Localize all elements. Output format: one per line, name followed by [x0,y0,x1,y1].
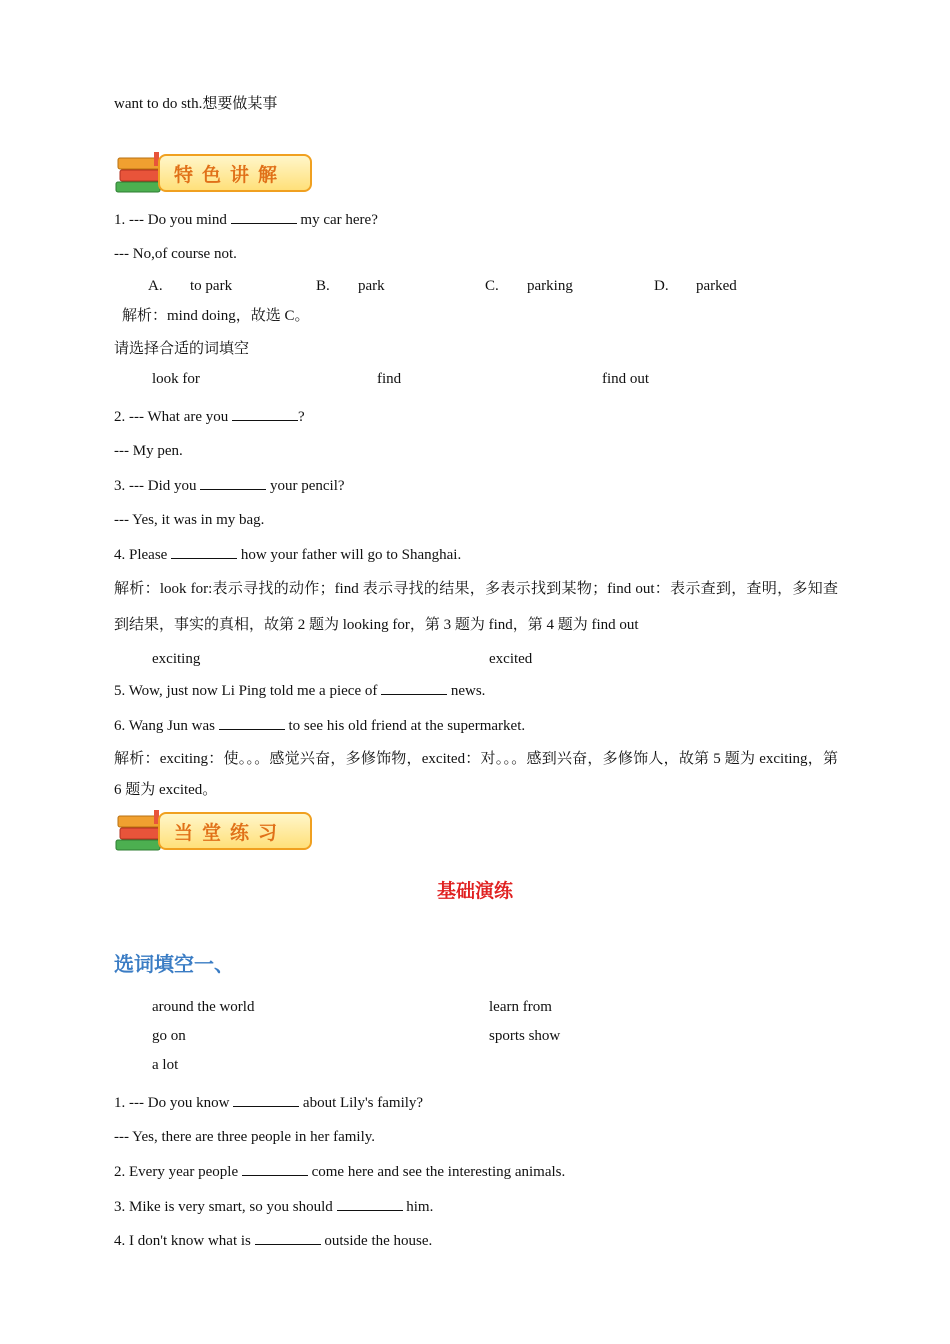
question-4: 4. Please how your father will go to Shanghai. [114,544,461,565]
practice-title: 基础演练 [436,880,513,902]
answer-blank [381,680,447,695]
question-5: 5. Wow, just now Li Ping told me a piece of news. [114,680,485,701]
question-1-reply: --- No,of course not. [114,246,237,262]
word-option: excited [489,651,533,667]
answer-blank [337,1196,403,1211]
group-1-analysis: 解析：look for:表示寻找的动作；find 表示寻找的结果，多表示找到某物；find out：表示查到，查明，多知查到结果，事实的真相，故第 2 题为 looking for，第 3 题为 find，第 4 题为 find out [114,581,838,633]
banner-label: 当堂练习 [174,822,287,844]
option-a-text: to park [190,278,233,294]
word-option: go on [152,1028,186,1044]
banner-label: 特色讲解 [174,164,287,186]
question-2-reply: --- My pen. [114,443,183,459]
practice-question-1: 1. --- Do you know about Lily's family? [114,1092,423,1113]
option-c-text: parking [527,278,573,294]
practice-question-4: 4. I don't know what is outside the house. [114,1230,432,1251]
answer-blank [231,209,297,224]
word-option: exciting [152,651,201,667]
option-d-text: parked [696,278,737,294]
option-d: D. [654,278,669,294]
answer-blank [242,1161,308,1176]
option-b-text: park [358,278,385,294]
option-a: A. [148,278,163,294]
section-heading: 选词填空一、 [114,952,234,976]
word-option: find [377,371,402,387]
banner-feature-explanation [114,148,310,200]
option-c: C. [485,278,499,294]
answer-blank [232,406,298,421]
word-option: find out [602,371,650,387]
word-option: look for [152,371,200,387]
answer-blank [200,475,266,490]
option-b: B. [316,278,330,294]
instruction: 请选择合适的词填空 [114,341,250,357]
practice-question-2: 2. Every year people come here and see the interesting animals. [114,1161,565,1182]
question-6: 6. Wang Jun was to see his old friend at the supermarket. [114,715,525,736]
question-3-reply: --- Yes, it was in my bag. [114,512,265,528]
question-3: 3. --- Did you your pencil? [114,475,345,496]
answer-blank [255,1230,321,1245]
word-option: a lot [152,1057,179,1073]
word-option: around the world [152,999,255,1015]
answer-blank [219,715,285,730]
answer-blank [233,1092,299,1107]
banner-class-practice [114,806,310,858]
question-2: 2. --- What are you ? [114,406,305,427]
answer-blank [171,544,237,559]
word-option: sports show [489,1028,561,1044]
word-option: learn from [489,999,552,1015]
practice-question-3: 3. Mike is very smart, so you should him. [114,1196,433,1217]
intro-line: want to do sth.想要做某事 [114,96,278,112]
question-1-analysis: 解析：mind doing，故选 C。 [122,308,310,324]
group-2-analysis: 解析：exciting：使。。。感觉兴奋，多修饰物，excited：对。。。感到兴奋，多修饰人，故第 5 题为 exciting，第 6 题为 excited。 [114,751,838,798]
practice-question-1-reply: --- Yes, there are three people in her family. [114,1129,376,1145]
question-1: 1. --- Do you mind my car here? [114,209,378,230]
